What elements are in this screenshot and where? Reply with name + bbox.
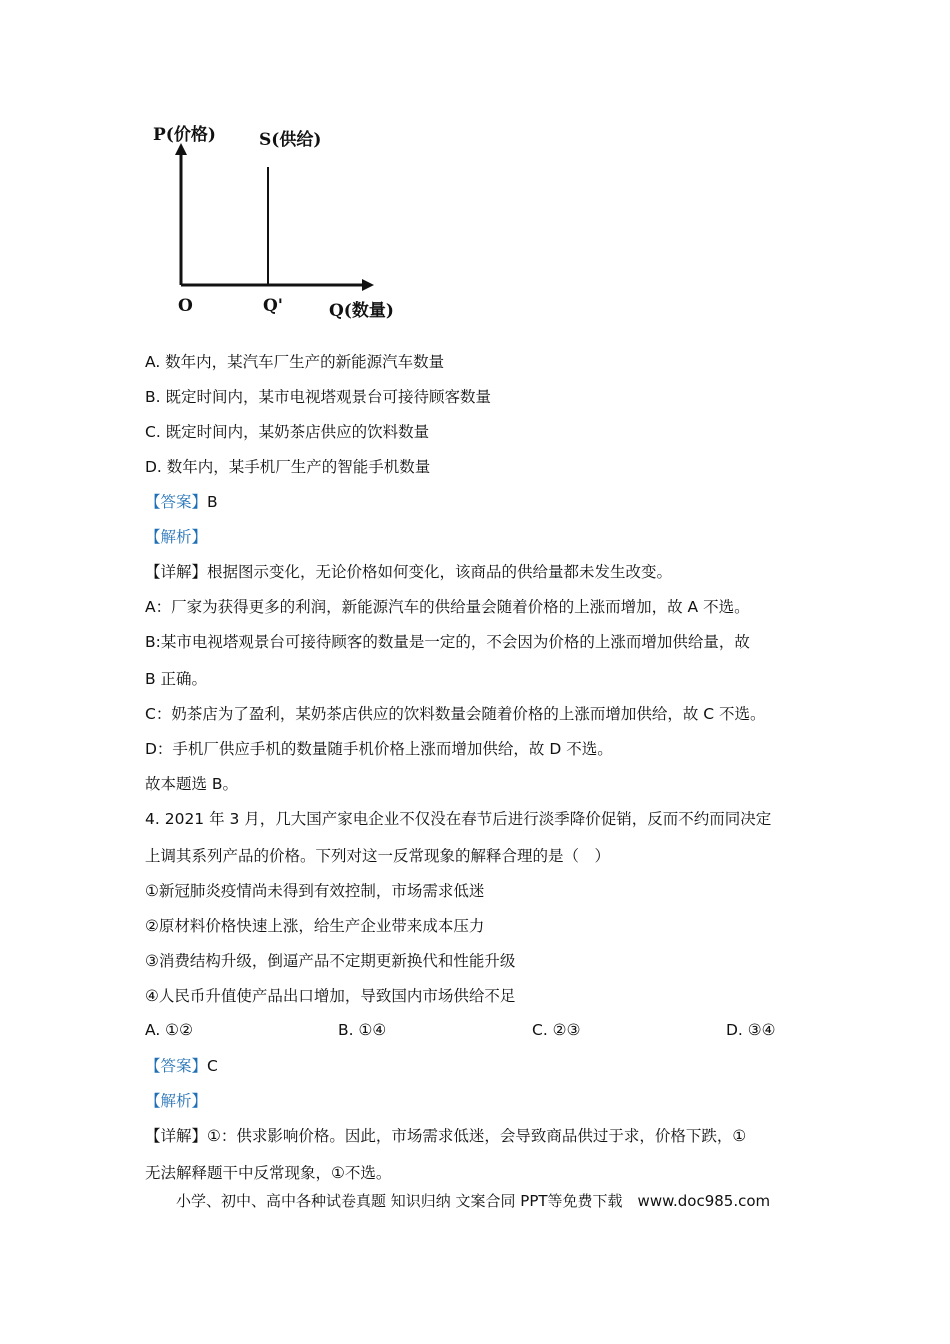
q4-detail-line2: 无法解释题干中反常现象，①不选。 xyxy=(145,1164,392,1182)
q3-detail-b1: B:某市电视塔观景台可接待顾客的数量是一定的，不会因为价格的上涨而增加供给量，故 xyxy=(145,633,750,651)
y-axis-label: P(价格) xyxy=(153,125,216,145)
supply-label: S(供给) xyxy=(259,130,322,150)
q-prime-label: Q' xyxy=(263,296,284,316)
page-footer: 小学、初中、高中各种试卷真题 知识归纳 文案合同 PPT等免费下载 www.doc985.com xyxy=(176,1192,771,1210)
q4-statement-2: ②原材料价格快速上涨，给生产企业带来成本压力 xyxy=(145,917,485,935)
detail-text: ①：供求影响价格。因此，市场需求低迷，会导致商品供过于求，价格下跌，① xyxy=(207,1127,747,1145)
q3-analysis-tag: 【解析】 xyxy=(145,528,208,546)
x-axis-label: Q(数量) xyxy=(329,301,394,321)
q4-option-b: B. ①④ xyxy=(338,1021,387,1039)
q4-stem-line2: 上调其系列产品的价格。下列对这一反常现象的解释合理的是（ ） xyxy=(145,847,611,865)
x-axis-arrow xyxy=(362,279,374,291)
q3-option-c: C. 既定时间内，某奶茶店供应的饮料数量 xyxy=(145,423,430,441)
q4-statement-4: ④人民币升值使产品出口增加，导致国内市场供给不足 xyxy=(145,987,516,1005)
q3-answer xyxy=(145,492,218,512)
q4-stem-line1: 4. 2021 年 3 月，几大国产家电企业不仅没在春节后进行淡季降价促销，反而不约而同决定 xyxy=(145,810,772,828)
q3-option-d: D. 数年内，某手机厂生产的智能手机数量 xyxy=(145,458,431,476)
q4-analysis-tag: 【解析】 xyxy=(145,1092,208,1110)
detail-text: 根据图示变化，无论价格如何变化，该商品的供给量都未发生改变。 xyxy=(207,563,673,581)
q4-option-c: C. ②③ xyxy=(532,1021,581,1039)
answer-value: C xyxy=(207,1057,218,1075)
q3-conclusion: 故本题选 B。 xyxy=(145,775,239,793)
q4-answer xyxy=(145,1056,218,1076)
answer-value: B xyxy=(207,493,218,511)
q3-detail-d: D：手机厂供应手机的数量随手机价格上涨而增加供给，故 D 不选。 xyxy=(145,740,613,758)
supply-graph xyxy=(148,115,428,325)
q4-option-d: D. ③④ xyxy=(726,1021,776,1039)
detail-tag: 【详解】 xyxy=(145,563,208,581)
q4-statement-3: ③消费结构升级，倒逼产品不定期更新换代和性能升级 xyxy=(145,952,516,970)
q4-detail-line1 xyxy=(145,1126,746,1146)
origin-label: O xyxy=(178,296,193,316)
answer-tag: 【答案】 xyxy=(145,493,208,511)
q3-option-b: B. 既定时间内，某市电视塔观景台可接待顾客数量 xyxy=(145,388,491,406)
q3-detail-c: C：奶茶店为了盈利，某奶茶店供应的饮料数量会随着价格的上涨而增加供给，故 C 不选。 xyxy=(145,705,766,723)
q4-statement-1: ①新冠肺炎疫情尚未得到有效控制，市场需求低迷 xyxy=(145,882,485,900)
answer-tag: 【答案】 xyxy=(145,1057,208,1075)
q4-option-a: A. ①② xyxy=(145,1021,193,1039)
detail-tag: 【详解】 xyxy=(145,1127,208,1145)
q3-option-a: A. 数年内，某汽车厂生产的新能源汽车数量 xyxy=(145,353,445,371)
q3-detail-a: A：厂家为获得更多的利润，新能源汽车的供给量会随着价格的上涨而增加，故 A 不选。 xyxy=(145,598,750,616)
q3-detail-b2: B 正确。 xyxy=(145,670,208,688)
q3-detail xyxy=(145,562,672,582)
